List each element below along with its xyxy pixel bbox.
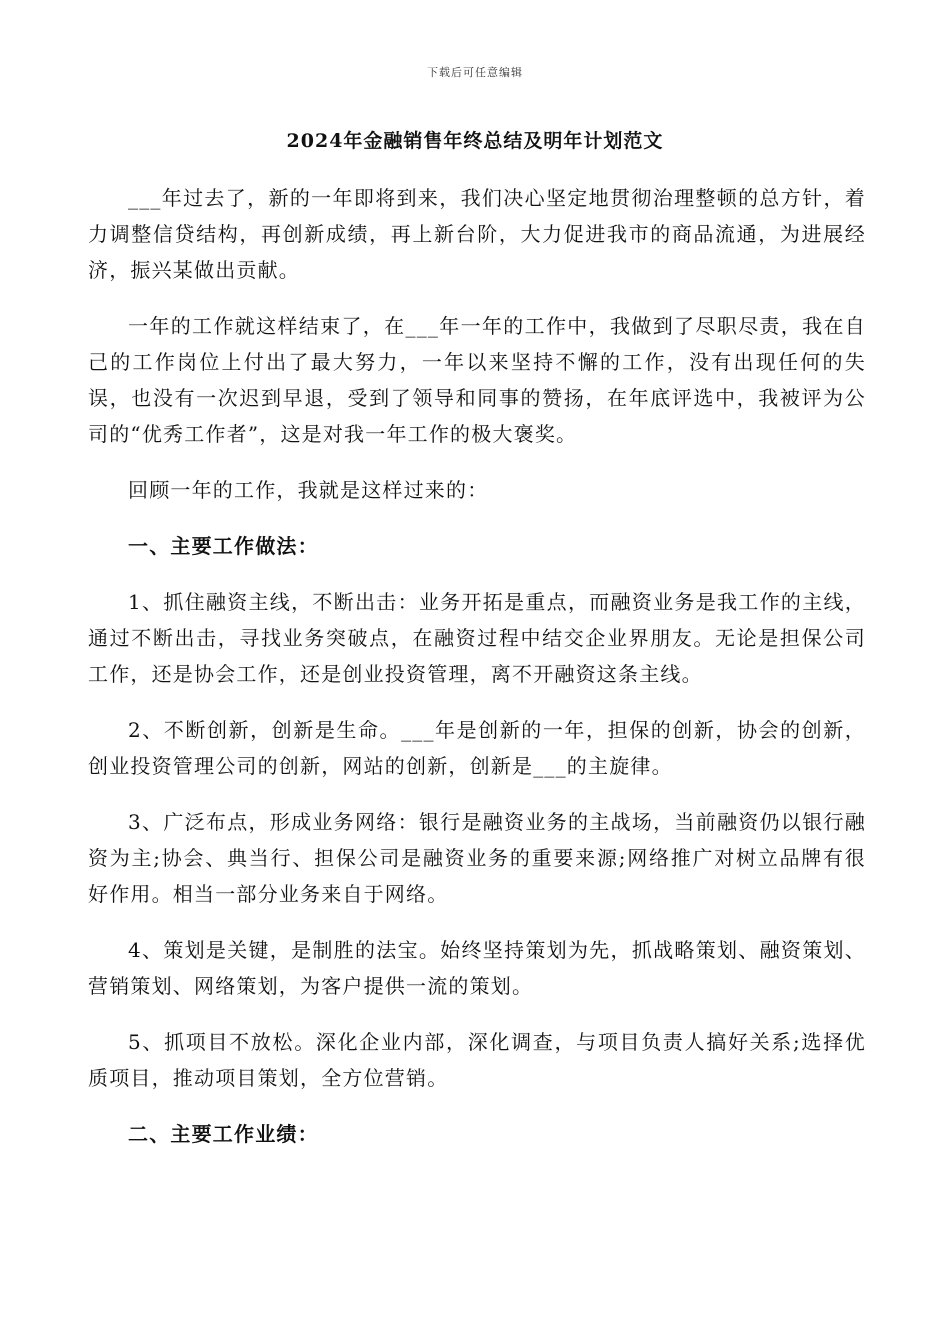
list-item: 3、广泛布点，形成业务网络：银行是融资业务的主战场，当前融资仍以银行融资为主;协会、典当行、担保公司是融资业务的重要来源;网络推广对树立品牌有很好作用。相当一部分业务来自于网络。	[88, 810, 866, 906]
paragraph-intro: ___年过去了，新的一年即将到来，我们决心坚定地贯彻治理整顿的总方针，着力调整信贷结构，再创新成绩，再上新台阶，大力促进我市的商品流通，为进展经济，振兴某做出贡献。	[88, 186, 866, 282]
section-heading-methods: 一、主要工作做法：	[128, 534, 319, 558]
header-note: 下载后可任意编辑	[427, 66, 523, 79]
section-heading-achievements: 二、主要工作业绩：	[128, 1122, 319, 1146]
list-item: 4、策划是关键，是制胜的法宝。始终坚持策划为先，抓战略策划、融资策划、营销策划、网络策划，为客户提供一流的策划。	[88, 938, 866, 998]
document-title: 2024年金融销售年终总结及明年计划范文	[286, 130, 664, 152]
paragraph-summary: 一年的工作就这样结束了，在___年一年的工作中，我做到了尽职尽责，我在自己的工作岗位上付出了最大努力，一年以来坚持不懈的工作，没有出现任何的失误，也没有一次迟到早退，受到了领导和同事的赞扬，在年底评选中，我被评为公司的“优秀工作者”，这是对我一年工作的极大褒奖。	[88, 314, 866, 446]
document-body	[88, 180, 866, 1172]
list-item: 2、不断创新，创新是生命。___年是创新的一年，担保的创新，协会的创新，创业投资管理公司的创新，网站的创新，创新是___的主旋律。	[88, 718, 866, 778]
list-item: 1、抓住融资主线，不断出击：业务开拓是重点，而融资业务是我工作的主线，通过不断出击，寻找业务突破点，在融资过程中结交企业界朋友。无论是担保公司工作，还是协会工作，还是创业投资管理，离不开融资这条主线。	[88, 590, 866, 686]
paragraph-review: 回顾一年的工作，我就是这样过来的：	[128, 478, 489, 502]
list-item: 5、抓项目不放松。深化企业内部，深化调查，与项目负责人搞好关系;选择优质项目，推动项目策划，全方位营销。	[88, 1030, 866, 1090]
